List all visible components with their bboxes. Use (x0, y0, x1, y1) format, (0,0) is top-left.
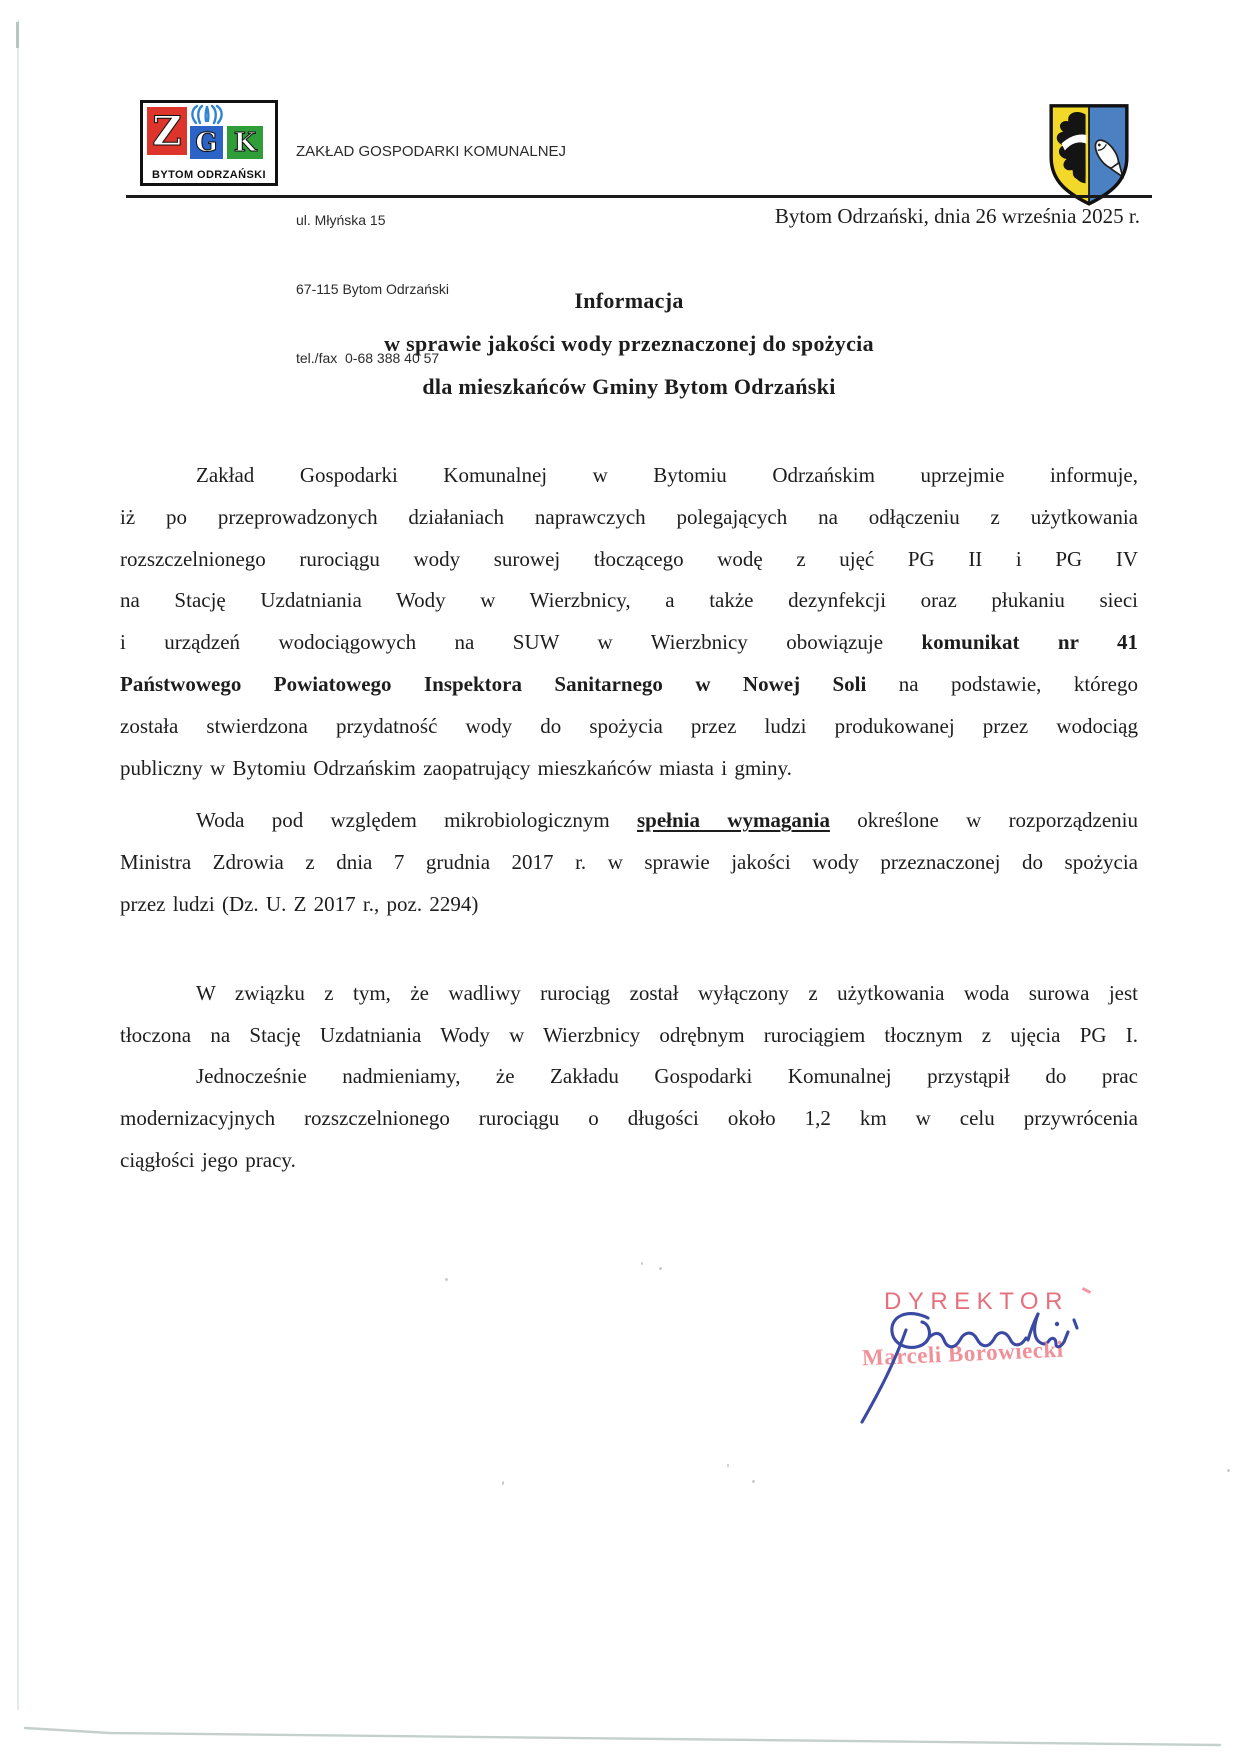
company-street: ul. Młyńska 15 (296, 212, 386, 228)
scan-edge-artifact (17, 20, 19, 1710)
body-line (120, 884, 1138, 926)
scan-speck (502, 1481, 504, 1485)
company-name: ZAKŁAD GOSPODARKI KOMUNALNEJ (296, 143, 567, 160)
body-line (120, 1015, 1138, 1057)
paragraph (120, 455, 1138, 789)
body-line (120, 973, 1138, 1015)
scan-speck (1227, 1469, 1230, 1472)
scan-edge-artifact (16, 22, 19, 48)
coat-of-arms-icon (1046, 100, 1132, 208)
title-line-2: w sprawie jakości wody przeznaczonej do spożycia (384, 331, 874, 356)
text-segment: przez ludzi (Dz. U. Z 2017 r., poz. 2294) (120, 891, 479, 916)
text-segment: Jednocześnie nadmieniamy, że Zakładu Gospodarki Komunalnej przystąpił do prac (196, 1064, 1138, 1089)
text-segment: komunikat nr 41 (921, 630, 1138, 655)
text-segment: Ministra Zdrowia z dnia 7 grudnia 2017 r. w sprawie jakości wody przeznaczonej do spożycia (120, 850, 1138, 875)
text-segment: i urządzeń wodociągowych na SUW w Wierzbnicy obowiązuje (120, 630, 922, 655)
zgk-logo (140, 100, 278, 186)
body-line (120, 622, 1138, 664)
text-segment: na Stację Uzdatniania Wody w Wierzbnicy, a także dezynfekcji oraz płukaniu sieci (120, 588, 1138, 613)
company-city: 67-115 Bytom Odrzański (296, 281, 450, 297)
document-body (120, 455, 1138, 1182)
logo-letter-g: G (190, 126, 223, 159)
body-line (120, 1098, 1138, 1140)
text-segment: na podstawie, którego (866, 671, 1138, 696)
body-line (120, 455, 1138, 497)
text-segment: Zakład Gospodarki Komunalnej w Bytomiu Odrzańskim uprzejmie informuje, (196, 463, 1138, 487)
text-segment: publiczny w Bytomiu Odrzańskim zaopatrujący mieszkańców miasta i gminy. (120, 755, 792, 780)
header-divider (126, 195, 1152, 198)
text-segment: rozszczelnionego rurociągu wody surowej tłoczącego wodę z ujęć PG II i PG IV (120, 546, 1138, 571)
body-line (120, 1140, 1138, 1182)
paragraph (120, 1056, 1138, 1181)
text-segment: Państwowego Powiatowego Inspektora Sanitarnego w Nowej Soli (120, 671, 867, 696)
director-stamp-title: DYREKTOR (884, 1288, 1069, 1315)
date-line: Bytom Odrzański, dnia 26 września 2025 r. (774, 204, 1140, 228)
text-segment: ciągłości jego pracy. (120, 1147, 296, 1172)
fountain-icon (189, 104, 225, 125)
logo-caption: BYTOM ODRZAŃSKI (152, 169, 266, 181)
body-line (120, 664, 1138, 706)
logo-letter-k: K (227, 126, 263, 159)
scan-speck (727, 1464, 729, 1467)
title-line-1: Informacja (574, 288, 684, 313)
text-segment: została stwierdzona przydatność wody do spożycia przez ludzi produkowanej przez wodociąg (120, 713, 1138, 738)
paragraph (120, 800, 1138, 925)
company-phone: tel./fax 0-68 388 40 57 (296, 350, 440, 366)
text-segment: tłoczona na Stację Uzdatniania Wody w Wierzbnicy odrębnym rurociągiem tłocznym z ujęcia PG I. (120, 1022, 1138, 1047)
body-line (120, 706, 1138, 748)
body-line (120, 748, 1138, 790)
body-line (120, 800, 1138, 842)
scan-bottom-line-artifact (5, 1716, 1237, 1752)
body-line (120, 539, 1138, 581)
paragraph (120, 973, 1138, 1057)
text-segment: modernizacyjnych rozszczelnionego rurociągu o długości około 1,2 km w celu przywrócenia (120, 1106, 1138, 1131)
body-line (120, 497, 1138, 539)
text-segment: iż po przeprowadzonych działaniach naprawczych polegających na odłączeniu z użytkowania (120, 504, 1138, 529)
director-stamp-name: Marceli Borowiecki (861, 1336, 1065, 1371)
text-segment: Woda pod względem mikrobiologicznym (196, 808, 637, 833)
document-title (120, 279, 1138, 408)
logo-letter-z: Z (147, 107, 187, 155)
body-line (120, 842, 1138, 884)
body-line (120, 1056, 1138, 1098)
text-segment: określone w rozporządzeniu (829, 808, 1138, 833)
scan-speck (445, 1278, 448, 1281)
stamp-mark-artifact (1082, 1287, 1091, 1294)
text-segment: spełnia wymagania (636, 808, 830, 833)
title-line-3: dla mieszkańców Gminy Bytom Odrzański (422, 374, 836, 399)
handwritten-signature (850, 1306, 1080, 1428)
body-line (120, 580, 1138, 622)
scan-speck (659, 1267, 662, 1270)
text-segment: W związku z tym, że wadliwy rurociąg został wyłączony z użytkowania woda surowa jest (196, 980, 1138, 1005)
scan-speck (752, 1480, 755, 1483)
scan-speck (641, 1262, 643, 1265)
